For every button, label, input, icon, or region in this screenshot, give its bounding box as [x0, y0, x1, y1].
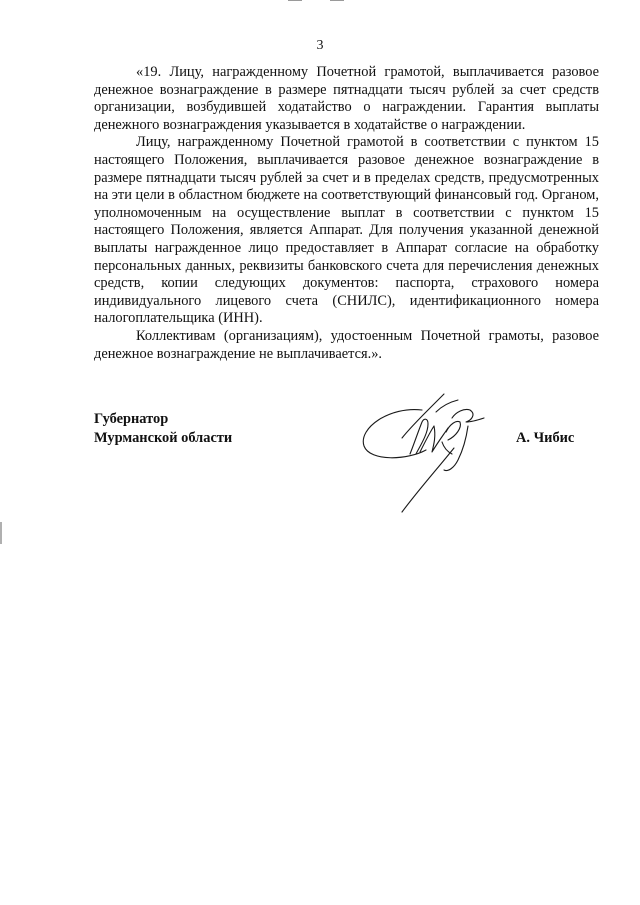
scan-edge-mark — [330, 0, 344, 1]
scan-edge-mark — [288, 0, 302, 1]
handwritten-signature — [350, 388, 500, 516]
paragraph: «19. Лицу, награжденному Почетной грамотой, выплачивается разовое денежное вознаграждение в размере пятнадцати тысяч рублей за счет средств организации, возбудившей ходатайство о награждении. Гарантия выплаты денежного вознаграждения указывается в ходатайстве о награждении. — [94, 64, 599, 133]
signer-name: А. Чибис — [516, 430, 575, 446]
signatory-position — [94, 410, 232, 448]
document-body — [94, 64, 599, 363]
paragraph: Коллективам (организациям), удостоенным Почетной грамоты, разовое денежное вознаграждение не выплачивается.». — [94, 327, 599, 362]
position-title: Губернатор — [94, 411, 169, 427]
page-number: 3 — [316, 38, 324, 53]
position-region: Мурманской области — [94, 430, 233, 446]
paragraph: Лицу, награжденному Почетной грамотой в соответствии с пунктом 15 настоящего Положения, выплачивается разовое денежное вознаграждение в размере пятнадцати тысяч рублей за счет и в пределах средств, предусмотренных на эти цели в областном бюджете на соответствующий финансовый год. Органом, уполномоченным на осуществление выплат в соответствии с пунктом 15 настоящего Положения, является Аппарат. Для получения указанной денежной выплаты награжденное лицо предоставляет в Аппарат согласие на обработку персональных данных, реквизиты банковского счета для перечисления денежных средств, копии следующих документов: паспорта, страхового номера индивидуального лицевого счета (СНИЛС), идентификационного номера налогоплательщика (ИНН). — [94, 134, 599, 327]
scan-edge-mark — [0, 522, 2, 544]
